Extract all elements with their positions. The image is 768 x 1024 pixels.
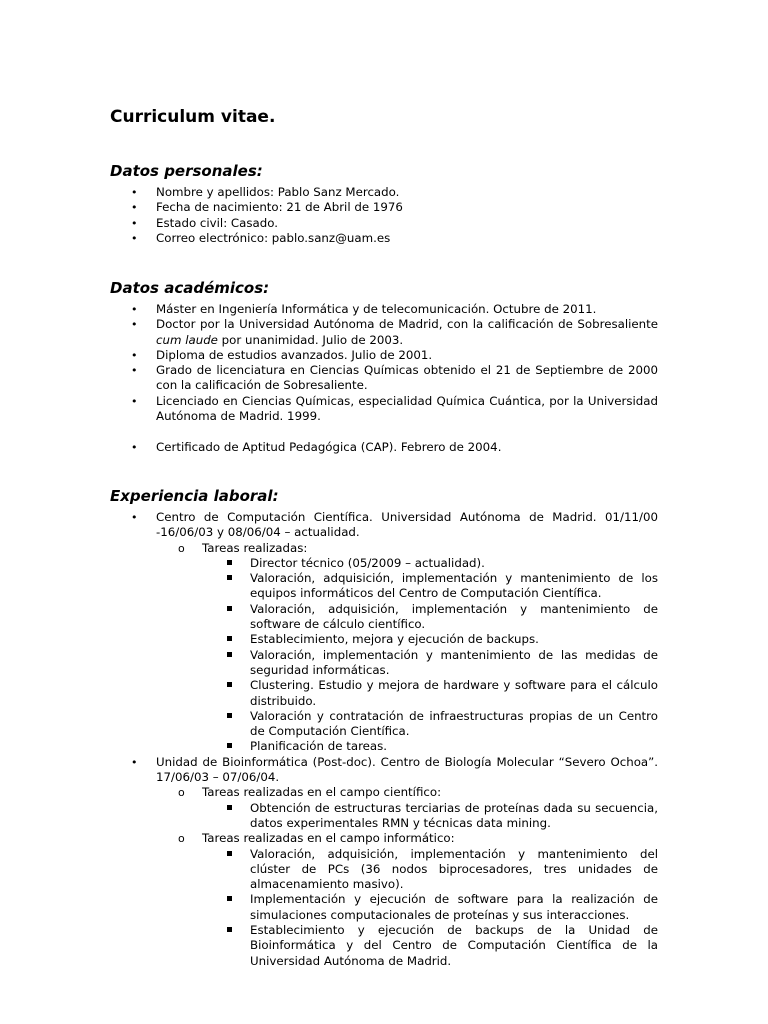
task-group-list: [156, 541, 658, 755]
bullet-icon: •: [131, 201, 138, 215]
task-group-label: Tareas realizadas:: [202, 540, 308, 555]
bullet-icon: •: [131, 394, 138, 408]
task-item: Establecimiento, mejora y ejecución de backups.: [202, 632, 658, 647]
bullet-icon: •: [131, 511, 138, 524]
task-item: Valoración, adquisición, implementación y mantenimiento de los equipos informáticos del Centro de Computación Científica.: [202, 571, 658, 602]
square-bullet-icon: [227, 682, 232, 687]
square-bullet-icon: [227, 636, 232, 641]
task-item: Valoración, adquisición, implementación y mantenimiento de software de cálculo científico.: [202, 602, 658, 633]
task-list: [202, 556, 658, 755]
list-item: • Certificado de Aptitud Pedagógica (CAP). Febrero de 2004.: [131, 439, 502, 454]
experience-list: [110, 510, 658, 969]
bullet-icon: •: [131, 216, 138, 230]
list-item: • Máster en Ingeniería Informática y de telecomunicación. Octubre de 2011.: [131, 302, 597, 316]
bullet-icon: •: [131, 440, 138, 454]
square-bullet-icon: [227, 927, 232, 932]
task-list: [202, 847, 658, 969]
square-bullet-icon: [227, 851, 232, 856]
task-item: Valoración, implementación y mantenimiento de las medidas de seguridad informáticas.: [202, 648, 658, 679]
list-item: • Estado civil: Casado.: [131, 215, 279, 230]
task-item: Obtención de estructuras terciarias de proteínas dada su secuencia, datos experimentales RMN y técnicas data mining.: [202, 801, 658, 832]
section-heading-experience: Experiencia laboral:: [110, 487, 279, 505]
task-group-label: Tareas realizadas en el campo informático:: [202, 831, 455, 846]
square-bullet-icon: [227, 743, 232, 748]
list-item: • Doctor por la Universidad Autónoma de Madrid, con la calificación de Sobresaliente cum laude por unanimidad. Julio de 2003.: [131, 317, 658, 347]
job-title: Unidad de Bioinformática (Post-doc). Centro de Biología Molecular “Severo Ochoa”. 17/06/03 – 07/06/04.: [156, 754, 658, 785]
square-bullet-icon: [227, 560, 232, 565]
bullet-icon: •: [131, 318, 138, 332]
job-item: [110, 510, 658, 755]
list-item: • Nombre y apellidos: Pablo Sanz Mercado.: [131, 185, 400, 199]
task-group-label: Tareas realizadas en el campo científico:: [202, 785, 442, 800]
square-bullet-icon: [227, 652, 232, 657]
cum-laude-text: cum laude: [156, 332, 218, 347]
task-item: Implementación y ejecución de software para la realización de simulaciones computacionales de proteínas y sus interacciones.: [202, 892, 658, 923]
bullet-icon: •: [131, 303, 138, 316]
section-heading-academic: Datos académicos:: [110, 279, 270, 297]
circle-bullet-icon: o: [178, 786, 185, 800]
task-group-list: [156, 785, 658, 969]
square-bullet-icon: [227, 805, 232, 810]
task-item: Director técnico (05/2009 – actualidad).: [202, 556, 658, 571]
square-bullet-icon: [227, 606, 232, 611]
academic-list: [110, 302, 658, 455]
spacer: [110, 424, 658, 439]
task-item: Valoración, adquisición, implementación y mantenimiento del clúster de PCs (36 nodos biprocesadores, tres unidades de almacenamiento masivo).: [202, 847, 658, 893]
list-item: • Correo electrónico: pablo.sanz@uam.es: [131, 230, 391, 245]
circle-bullet-icon: o: [178, 832, 185, 846]
page-title: Curriculum vitae.: [110, 107, 276, 127]
list-item: • Diploma de estudios avanzados. Julio de 2001.: [131, 347, 433, 362]
bullet-icon: •: [131, 186, 138, 199]
square-bullet-icon: [227, 896, 232, 901]
task-list: [202, 801, 658, 832]
list-item: • Licenciado en Ciencias Químicas, especialidad Química Cuántica, por la Universidad Autónoma de Madrid. 1999.: [131, 393, 658, 424]
job-title: Centro de Computación Científica. Universidad Autónoma de Madrid. 01/11/00 -16/06/03 y 08/06/04 – actualidad.: [156, 510, 658, 540]
task-item: Establecimiento y ejecución de backups de la Unidad de Bioinformática y del Centro de Computación Científica de la Universidad Autónoma de Madrid.: [202, 923, 658, 969]
task-group: [156, 541, 658, 755]
list-item: • Grado de licenciatura en Ciencias Químicas obtenido el 21 de Septiembre de 2000 con la calificación de Sobresaliente.: [131, 363, 658, 393]
circle-bullet-icon: o: [178, 541, 185, 555]
square-bullet-icon: [227, 713, 232, 718]
list-item: • Fecha de nacimiento: 21 de Abril de 1976: [131, 200, 403, 215]
square-bullet-icon: [227, 575, 232, 580]
task-group: [156, 831, 658, 969]
job-item: [110, 755, 658, 969]
bullet-icon: •: [131, 364, 138, 378]
task-group: [156, 785, 658, 831]
bullet-icon: •: [131, 231, 138, 245]
task-item: Clustering. Estudio y mejora de hardware y software para el cálculo distribuido.: [202, 678, 658, 709]
task-item: Planificación de tareas.: [202, 739, 658, 754]
section-heading-personal: Datos personales:: [110, 162, 263, 180]
bullet-icon: •: [131, 755, 138, 769]
personal-list: [110, 185, 658, 246]
task-item: Valoración y contratación de infraestructuras propias de un Centro de Computación Científica.: [202, 709, 658, 740]
bullet-icon: •: [131, 348, 138, 362]
